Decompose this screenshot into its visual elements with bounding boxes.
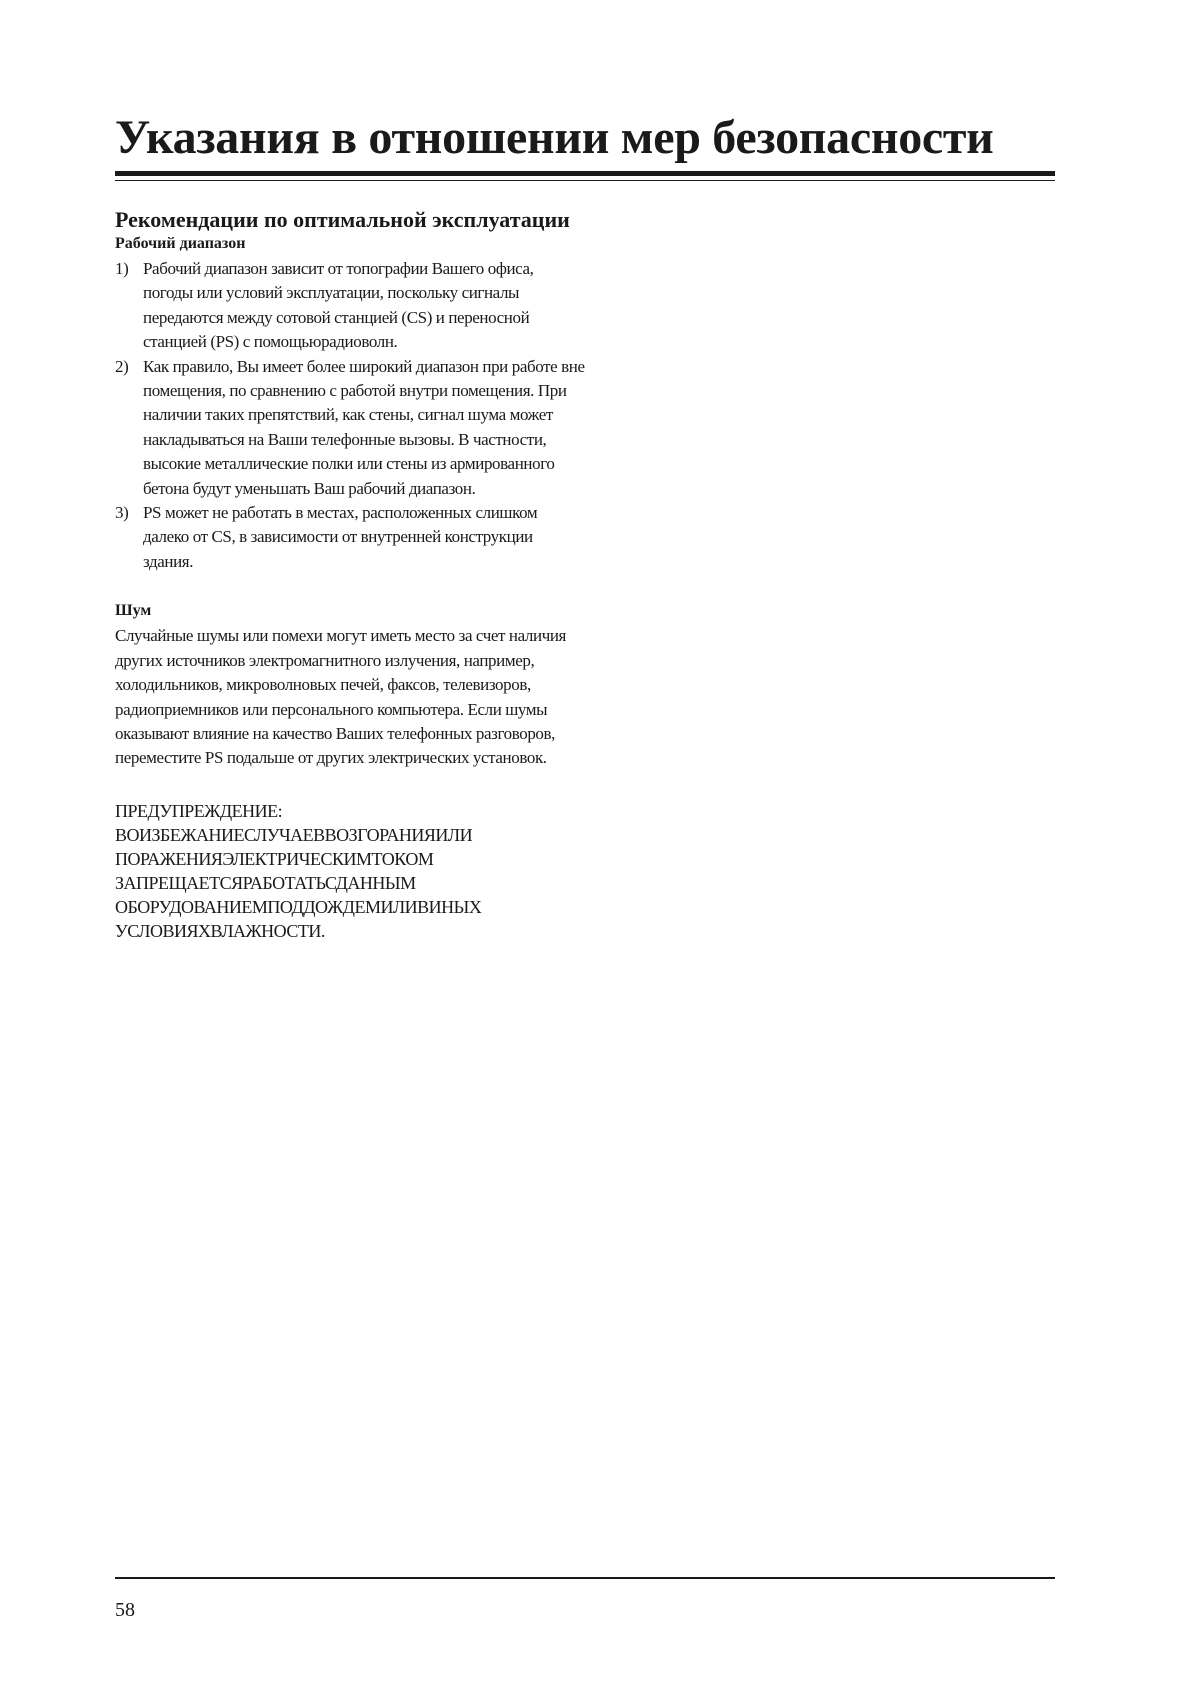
list-item-number: 3) <box>115 503 129 523</box>
footer-rule <box>115 1577 1055 1579</box>
list-item <box>115 501 585 574</box>
list-item-number: 2) <box>115 356 129 376</box>
list-item-text: PS может не работать в местах, расположенных слишком далеко от CS, в зависимости от внутренней конструкции здания. <box>143 503 538 571</box>
list-item <box>115 257 585 355</box>
main-content <box>115 206 585 943</box>
list-item-number: 1) <box>115 259 129 278</box>
page-title: Указания в отношении мер безопасности <box>115 111 994 164</box>
title-rule-thin <box>115 180 1055 181</box>
list-item <box>115 355 585 501</box>
list-item-text: Рабочий диапазон зависит от топографии Вашего офиса, погоды или условий эксплуатации, поскольку сигналы передаются между сотовой станцией (CS) и переносной станцией (PS) с помощьюрадиоволн. <box>143 259 534 352</box>
warning-text: ВОИЗБЕЖАНИЕСЛУЧАЕВВОЗГОРАНИЯИЛИ ПОРАЖЕНИЯЭЛЕКТРИЧЕСКИМТОКОМ ЗАПРЕЩАЕТСЯРАБОТАТЬСДАННЫМ ОБОРУДОВАНИЕМПОДДОЖДЕМИЛИВИНЫХ УСЛОВИЯХВЛАЖНОСТИ. <box>115 824 482 941</box>
page-number: 58 <box>115 1599 135 1621</box>
noise-heading: Шум <box>115 602 152 620</box>
range-heading: Рабочий диапазон <box>115 235 246 252</box>
warning-label: ПРЕДУПРЕЖДЕНИЕ: <box>115 800 283 821</box>
warning-block <box>115 799 585 943</box>
range-list <box>115 257 585 574</box>
title-rule-thick <box>115 171 1055 176</box>
section-heading: Рекомендации по оптимальной эксплуатации <box>115 207 570 232</box>
noise-paragraph: Случайные шумы или помехи могут иметь место за счет наличия других источников электромагнитного излучения, например, холодильников, микроволновых печей, факсов, телевизоров, радиоприемников или персонального компьютера. Если шумы оказывают влияние на качество Ваших телефонных разговоров, переместите PS подальше от других электрических установок. <box>115 626 566 768</box>
list-item-text: Как правило, Вы имеет более широкий диапазон при работе вне помещения, по сравнению с работой внутри помещения. При наличии таких препятствий, как стены, сигнал шума может накладываться на Ваши телефонные вызовы. В частности, высокие металлические полки или стены из армированного бетона будут уменьшать Ваш рабочий диапазон. <box>143 356 585 498</box>
